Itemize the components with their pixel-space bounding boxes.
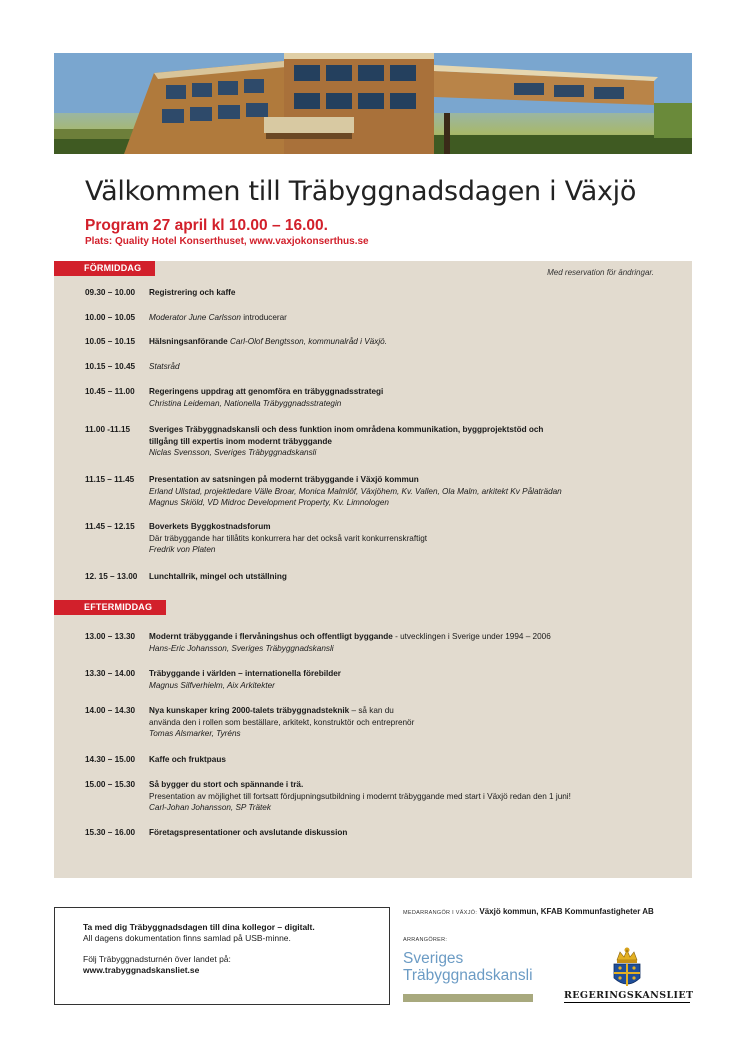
- item-heading: Kaffe och fruktpaus: [149, 755, 226, 764]
- item-speaker-line: Erland Ullstad, projektledare Välle Broar, Monica Malmlöf, Växjöhem, Kv. Vallen, Ola Malm, arkitekt Kv Pålaträdan: [149, 486, 562, 496]
- section-afternoon: EFTERMIDDAG: [54, 600, 166, 615]
- schedule-item: [85, 361, 675, 373]
- item-first-line: [149, 336, 675, 348]
- info-line-1: Ta med dig Träbyggnadsdagen till dina kollegor – digitalt.: [83, 922, 315, 932]
- item-body: [149, 474, 675, 509]
- item-body: [149, 312, 675, 324]
- item-first-line: [149, 705, 675, 717]
- schedule-item: [85, 386, 675, 409]
- co-organizer: [403, 907, 654, 916]
- item-body: [149, 827, 675, 839]
- item-time: 15.30 – 16.00: [85, 828, 136, 837]
- item-heading-cont: tillgång till expertis inom modernt träbyggande: [149, 436, 332, 446]
- item-first-line: [149, 631, 675, 643]
- item-first-line: [149, 312, 675, 324]
- schedule-item: [85, 312, 675, 324]
- schedule-item: [85, 336, 675, 348]
- item-body: [149, 779, 675, 814]
- schedule-item: [85, 474, 675, 509]
- item-body: [149, 571, 675, 583]
- item-speaker-line: Fredrik von Platen: [149, 545, 216, 554]
- item-heading: Presentation av satsningen på modernt träbyggande i Växjö kommun: [149, 475, 419, 484]
- organizers-label: ARRANGÖRER:: [403, 937, 448, 943]
- item-heading: Sveriges Träbyggnadskansli och dess funktion inom områdena kommunikation, byggprojektstöd och: [149, 425, 544, 434]
- crown-shield-icon: [562, 944, 692, 990]
- item-time: 14.30 – 15.00: [85, 755, 136, 764]
- venue: Plats: Quality Hotel Konserthuset, www.vaxjokonserthus.se: [85, 236, 369, 247]
- item-time: 11.15 – 11.45: [85, 475, 135, 484]
- item-first-line: [149, 386, 675, 398]
- regeringskansliet-wordmark: REGERINGSKANSLIET: [564, 990, 694, 1001]
- logo-bar: [403, 994, 533, 1002]
- item-heading: Träbyggande i världen – internationella förebilder: [149, 669, 341, 678]
- item-heading: Regeringens uppdrag att genomföra en träbyggnadsstrategi: [149, 387, 384, 396]
- schedule-item: [85, 827, 675, 839]
- item-time: 11.45 – 12.15: [85, 522, 135, 531]
- item-time: 10.05 – 10.15: [85, 337, 136, 346]
- hero-photo: [54, 53, 692, 154]
- item-heading: Lunchtallrik, mingel och utställning: [149, 572, 287, 581]
- schedule-item: [85, 631, 675, 654]
- item-speaker-line: Christina Leideman, Nationella Träbyggnadsstrategin: [149, 398, 342, 408]
- website-link[interactable]: www.trabyggnadskansliet.se: [83, 965, 200, 975]
- schedule-item: [85, 705, 675, 740]
- item-body: [149, 631, 675, 654]
- item-heading: Registrering och kaffe: [149, 288, 236, 297]
- item-body: [149, 424, 675, 459]
- traybyggnadskansli-logo: [403, 950, 535, 1004]
- item-speaker-line: Tomas Alsmarker, Tyréns: [149, 729, 241, 738]
- schedule-item: [85, 521, 675, 556]
- item-time: 09.30 – 10.00: [85, 288, 136, 297]
- info-line-3: Följ Träbyggnadsturnén över landet på:: [83, 954, 231, 964]
- item-body: [149, 361, 675, 373]
- item-speaker-line: Magnus Skiöld, VD Midroc Development Property, Kv. Limnologen: [149, 498, 389, 507]
- regeringskansliet-logo: [562, 944, 692, 1006]
- item-time: 15.00 – 15.30: [85, 780, 136, 789]
- item-subtext: - utvecklingen i Sverige under 1994 – 2006: [392, 632, 551, 641]
- logo-line-1: Sveriges: [403, 950, 464, 967]
- item-subtext: introducerar: [240, 313, 287, 322]
- schedule-item: [85, 779, 675, 814]
- item-first-line: [149, 474, 675, 486]
- info-line-2: All dagens dokumentation finns samlad på USB-minne.: [83, 933, 291, 943]
- item-heading: Företagspresentationer och avslutande diskussion: [149, 828, 348, 837]
- item-first-line: [149, 779, 675, 791]
- item-heading: Så bygger du stort och spännande i trä.: [149, 780, 304, 789]
- schedule-item: [85, 571, 675, 583]
- item-time: 12. 15 – 13.00: [85, 572, 138, 581]
- section-morning: FÖRMIDDAG: [54, 261, 155, 276]
- page-title: Välkommen till Träbyggnadsdagen i Växjö: [85, 176, 637, 207]
- item-time: 10.45 – 11.00: [85, 387, 135, 396]
- item-speaker-line: Niclas Svensson, Sveriges Träbyggnadskansli: [149, 448, 317, 457]
- item-speaker-line: Magnus Silfverhielm, Aix Arkitekter: [149, 680, 275, 690]
- item-first-line: [149, 754, 675, 766]
- item-body: [149, 287, 675, 299]
- item-first-line: [149, 361, 675, 373]
- item-heading: Modernt träbyggande i flervåningshus och offentligt byggande: [149, 632, 393, 641]
- item-first-line: [149, 571, 675, 583]
- schedule-item: [85, 287, 675, 299]
- item-time: 13.00 – 13.30: [85, 632, 136, 641]
- item-speaker: Carl-Olof Bengtsson, kommunalråd i Växjö.: [229, 337, 387, 346]
- item-body: [149, 386, 675, 409]
- item-first-line: [149, 287, 675, 299]
- item-body: [149, 668, 675, 691]
- logo-line-2: Träbyggnadskansli: [403, 967, 533, 984]
- item-subtext: – så kan du: [349, 706, 394, 715]
- item-heading: Nya kunskaper kring 2000-talets träbyggnadsteknik: [149, 706, 350, 715]
- item-time: 10.15 – 10.45: [85, 362, 136, 371]
- item-first-line: [149, 668, 675, 680]
- item-time: 10.00 – 10.05: [85, 313, 136, 322]
- item-description: Där träbyggande har tillåtits konkurrera har det också varit konkurrenskraftigt: [149, 533, 428, 543]
- item-body: [149, 336, 675, 348]
- item-body: [149, 705, 675, 740]
- info-box: [54, 907, 390, 1005]
- program-time: Program 27 april kl 10.00 – 16.00.: [85, 217, 328, 234]
- schedule-item: [85, 754, 675, 766]
- building-illustration: [54, 53, 692, 154]
- item-speaker-line: Hans-Eric Johansson, Sveriges Träbyggnadskansli: [149, 643, 334, 653]
- item-time: 11.00 -11.15: [85, 425, 131, 434]
- item-first-line: [149, 827, 675, 839]
- schedule-item: [85, 424, 675, 459]
- item-body: [149, 521, 675, 556]
- item-time: 14.00 – 14.30: [85, 706, 136, 715]
- item-description: Presentation av möjlighet till fortsatt fördjupningsutbildning i modernt träbyggande med start i Växjö redan den 1 juni!: [149, 791, 571, 801]
- item-body: [149, 754, 675, 766]
- item-speaker-line: Carl-Johan Johansson, SP Trätek: [149, 803, 271, 812]
- item-description: använda den i rollen som beställare, arkitekt, konstruktör och entreprenör: [149, 717, 415, 727]
- schedule-item: [85, 668, 675, 691]
- item-speaker: Statsråd: [149, 362, 180, 371]
- item-time: 13.30 – 14.00: [85, 669, 136, 678]
- co-organizer-label: MEDARRANGÖR I VÄXJÖ:: [403, 910, 478, 916]
- item-first-line: [149, 424, 675, 436]
- item-heading: Hälsningsanförande: [149, 337, 230, 346]
- item-speaker: Moderator June Carlsson: [149, 313, 241, 322]
- item-first-line: [149, 521, 675, 533]
- reservation-note: Med reservation för ändringar.: [547, 268, 654, 277]
- item-heading: Boverkets Byggkostnadsforum: [149, 522, 271, 531]
- co-organizer-value: Växjö kommun, KFAB Kommunfastigheter AB: [479, 907, 654, 916]
